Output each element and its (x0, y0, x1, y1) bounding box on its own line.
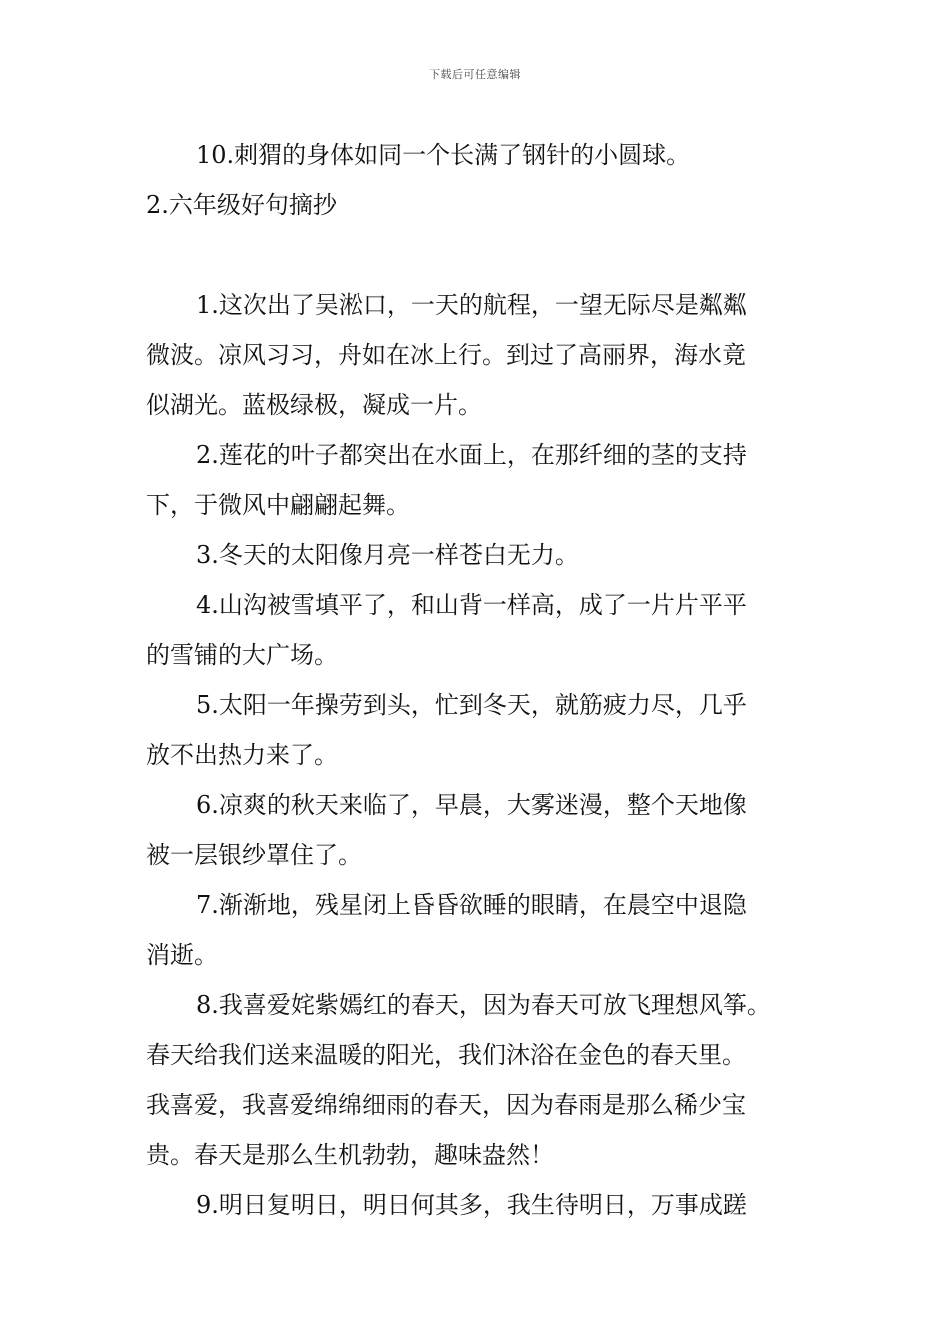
paragraph-1 (146, 280, 810, 430)
paragraph-6 (146, 780, 810, 880)
paragraph-line: 春天给我们送来温暖的阳光，我们沐浴在金色的春天里。 (146, 1041, 746, 1069)
intro-line: 10.刺猬的身体如同一个长满了钢针的小圆球。 (196, 141, 691, 169)
paragraph-line: 6.凉爽的秋天来临了，早晨，大雾迷漫，整个天地像 (196, 791, 747, 819)
paragraph-line: 消逝。 (146, 941, 218, 969)
paragraph-line: 2.莲花的叶子都突出在水面上，在那纤细的茎的支持 (196, 441, 747, 469)
paragraph-9 (146, 1180, 810, 1230)
paragraph-5 (146, 680, 810, 780)
paragraph-8 (146, 980, 810, 1180)
paragraph-line: 似湖光。蓝极绿极，凝成一片。 (146, 391, 482, 419)
document-body (146, 130, 810, 1230)
paragraph-line: 我喜爱，我喜爱绵绵细雨的春天，因为春雨是那么稀少宝 (146, 1091, 746, 1119)
paragraph-line: 9.明日复明日，明日何其多，我生待明日，万事成蹉 (196, 1191, 747, 1219)
paragraph-3 (146, 530, 810, 580)
section-heading: 2.六年级好句摘抄 (146, 191, 337, 219)
paragraph-line: 被一层银纱罩住了。 (146, 841, 362, 869)
paragraph-line: 4.山沟被雪填平了，和山背一样高，成了一片片平平 (196, 591, 747, 619)
paragraph-line: 贵。春天是那么生机勃勃，趣味盎然！ (146, 1141, 554, 1169)
paragraph-line: 下，于微风中翩翩起舞。 (146, 491, 410, 519)
page-header-note: 下载后可任意编辑 (429, 68, 521, 81)
paragraph-line: 1.这次出了吴淞口，一天的航程，一望无际尽是粼粼 (196, 291, 747, 319)
paragraph-line: 3.冬天的太阳像月亮一样苍白无力。 (196, 541, 579, 569)
paragraph-4 (146, 580, 810, 680)
paragraph-line: 8.我喜爱姹紫嫣红的春天，因为春天可放飞理想风筝。 (196, 991, 771, 1019)
paragraph-line: 放不出热力来了。 (146, 741, 338, 769)
paragraph-line: 5.太阳一年操劳到头，忙到冬天，就筋疲力尽，几乎 (196, 691, 747, 719)
paragraph-7 (146, 880, 810, 980)
section-spacer (146, 230, 810, 280)
paragraph-2 (146, 430, 810, 530)
paragraph-line: 7.渐渐地，残星闭上昏昏欲睡的眼睛，在晨空中退隐 (196, 891, 747, 919)
paragraph-line: 微波。凉风习习，舟如在冰上行。到过了高丽界，海水竟 (146, 341, 746, 369)
paragraph-line: 的雪铺的大广场。 (146, 641, 338, 669)
